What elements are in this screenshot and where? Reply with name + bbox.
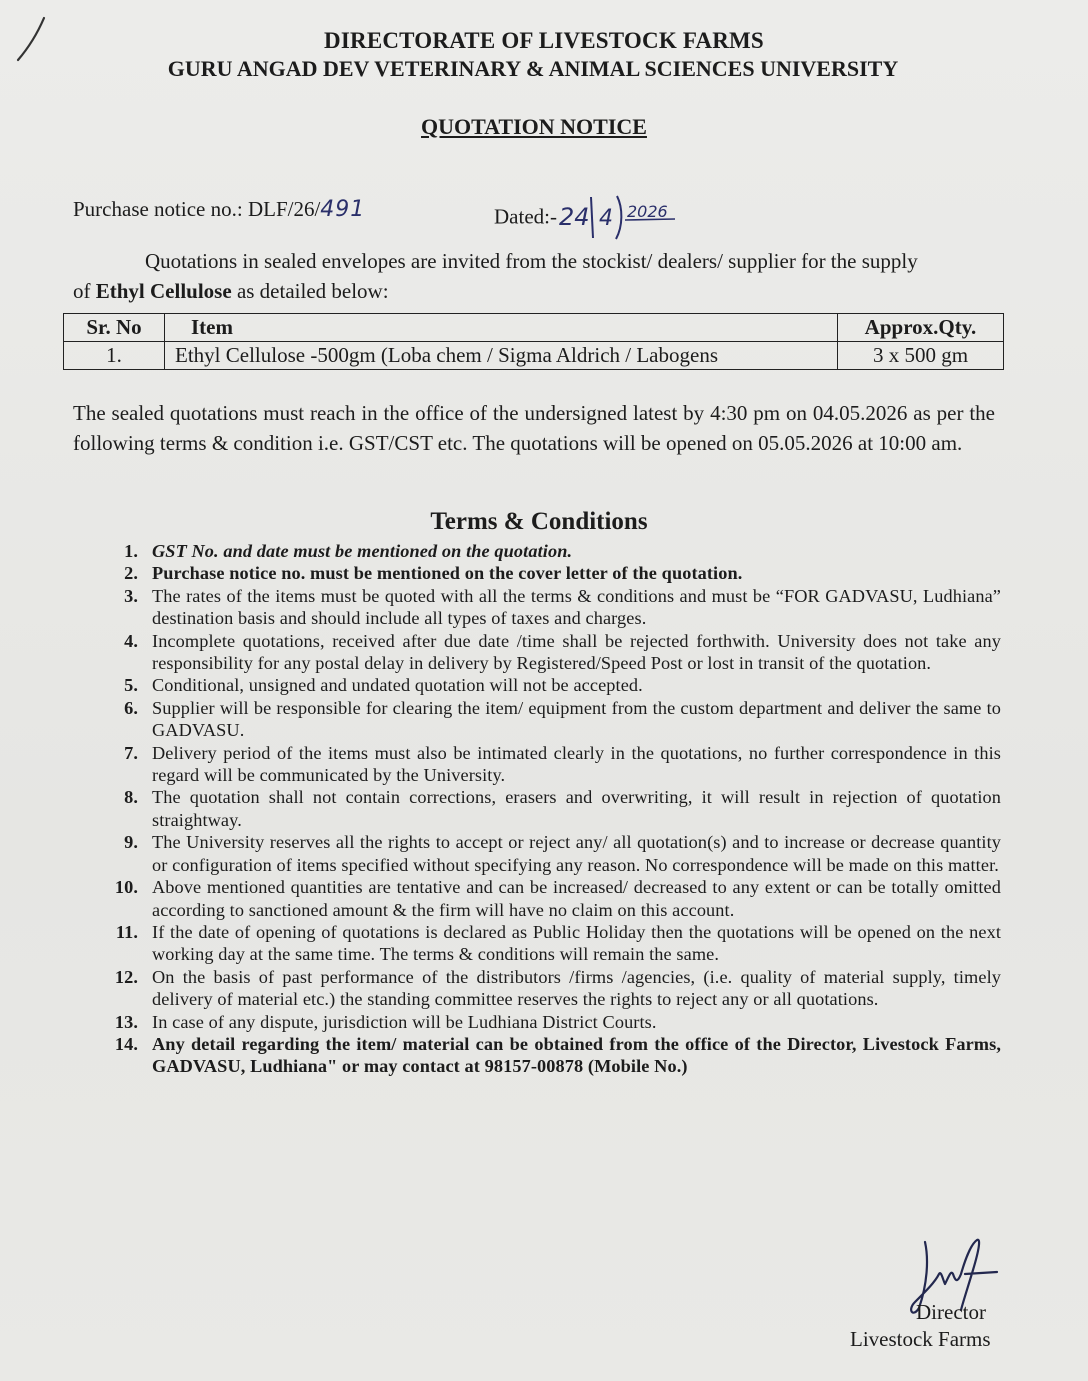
term-text: Conditional, unsigned and undated quotation will not be accepted. [152, 675, 643, 696]
term-item [106, 630, 1001, 675]
term-item [106, 831, 1001, 876]
header-directorate: DIRECTORATE OF LIVESTOCK FARMS [324, 28, 764, 53]
term-item [106, 585, 1001, 630]
term-item [106, 742, 1001, 787]
purchase-notice-number [73, 197, 365, 222]
term-number: 2. [124, 563, 138, 584]
term-number: 11. [115, 921, 138, 942]
notice-title: QUOTATION NOTICE [421, 114, 647, 139]
term-number: 4. [124, 630, 138, 651]
term-item [106, 1033, 1001, 1078]
term-text: The University reserves all the rights to accept or reject any/ all quotation(s) and to increase or decrease quantity or configuration of items specified without specifying any reason. No correspondence will be made on this matter. [152, 832, 1001, 875]
cell-qty: 3 x 500 gm [838, 342, 1004, 370]
term-item [106, 786, 1001, 831]
date-month: 4 [598, 206, 613, 231]
term-number: 9. [124, 832, 138, 853]
term-number: 8. [124, 787, 138, 808]
intro-prefix: of [73, 279, 96, 303]
date-day: 24 [558, 203, 590, 231]
term-item [106, 674, 1001, 696]
term-text: The quotation shall not contain corrections, erasers and overwriting, it will result in rejection of quotation straightway. [152, 787, 1001, 830]
col-qty: Approx.Qty. [838, 314, 1004, 342]
term-item [106, 921, 1001, 966]
term-text: Supplier will be responsible for clearing the item/ equipment from the custom department and deliver the same to GADVASU. [152, 697, 1001, 741]
term-number: 1. [124, 541, 138, 561]
submission-paragraph: The sealed quotations must reach in the office of the undersigned latest by 4:30 pm on 04.05.2026 as per the following terms & condition i.e. GST/CST etc. The quotations will be opened on 05.05.2026 at 10:00 am. [73, 401, 995, 455]
term-number: 14. [114, 1033, 138, 1054]
term-text: Above mentioned quantities are tentative and can be increased/ decreased to any extent or can be totally omitted according to sanctioned amount & the firm will have no claim on this account. [152, 877, 1001, 920]
signatory-title: Director [916, 1300, 986, 1324]
term-number: 3. [124, 585, 138, 606]
term-number: 5. [124, 675, 138, 696]
term-number: 7. [124, 742, 138, 763]
term-number: 6. [124, 697, 138, 718]
purchase-notice-label: Purchase notice no.: DLF/26/ [73, 197, 321, 221]
table-row [64, 342, 1004, 370]
header-university: GURU ANGAD DEV VETERINARY & ANIMAL SCIENCES UNIVERSITY [167, 56, 899, 81]
items-table [63, 313, 1004, 370]
term-text: On the basis of past performance of the distributors /firms /agencies, (i.e. quality of material supply, timely delivery of material etc.) the standing committee reserves the rights to reject any or all quotations. [152, 966, 1001, 1010]
term-text: Incomplete quotations, received after due date /time shall be rejected forthwith. University does not take any responsibility for any postal delay in delivery by Registered/Speed Post or lost in transit of the quotation. [152, 630, 1001, 674]
term-item [106, 876, 1001, 921]
col-sr-no: Sr. No [64, 314, 165, 342]
term-text: In case of any dispute, jurisdiction will be Ludhiana District Courts. [152, 1011, 657, 1032]
intro-line-1: Quotations in sealed envelopes are invited from the stockist/ dealers/ supplier for the supply [145, 249, 918, 273]
intro-suffix: as detailed below: [231, 279, 389, 303]
term-item [106, 966, 1001, 1011]
cell-sr-no: 1. [64, 342, 165, 370]
item-name-bold: Ethyl Cellulose [95, 279, 232, 303]
intro-line-2 [73, 279, 389, 304]
signatory-department: Livestock Farms [850, 1327, 991, 1351]
term-text: Any detail regarding the item/ material can be obtained from the office of the Director, Livestock Farms, GADVASU, Ludhiana" or may contact at 98157-00878 (Mobile No.) [152, 1033, 1001, 1077]
term-item [106, 697, 1001, 742]
term-item [106, 1011, 1001, 1033]
terms-title: Terms & Conditions [430, 508, 648, 535]
handwritten-notice-number: 491 [320, 197, 366, 222]
col-item: Item [165, 314, 838, 342]
terms-list [106, 540, 1001, 1078]
term-text: Delivery period of the items must also be intimated clearly in the quotations, no further correspondence in this regard will be communicated by the University. [152, 742, 1001, 786]
date-year: 2026 [626, 202, 668, 221]
term-text: GST No. and date must be mentioned on the quotation. [152, 541, 573, 561]
table-header-row [64, 314, 1004, 342]
term-text: Purchase notice no. must be mentioned on the cover letter of the quotation. [152, 563, 743, 584]
term-text: The rates of the items must be quoted with all the terms & conditions and must be “FOR GADVASU, Ludhiana” destination basis and should include all types of taxes and charges. [152, 585, 1001, 629]
term-number: 13. [114, 1011, 138, 1032]
cell-item: Ethyl Cellulose -500gm (Loba chem / Sigma Aldrich / Labogens [165, 342, 838, 370]
term-text: If the date of opening of quotations is declared as Public Holiday then the quotations will be opened on the next working day at the same time. The terms & conditions will remain the same. [152, 921, 1001, 965]
handwritten-date [557, 192, 707, 242]
term-item [106, 562, 1001, 584]
notice-date [494, 192, 707, 242]
dated-label: Dated:- [494, 204, 557, 229]
term-item [106, 540, 1001, 562]
term-number: 10. [114, 877, 138, 898]
term-number: 12. [114, 966, 138, 987]
